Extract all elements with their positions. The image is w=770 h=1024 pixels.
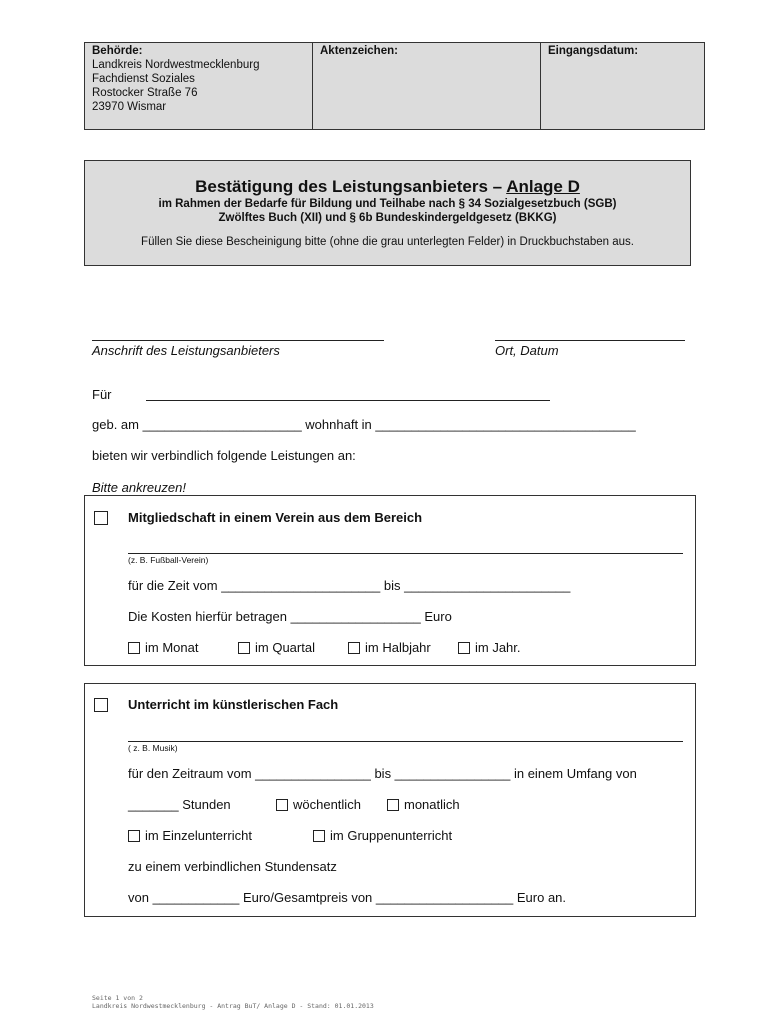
art-field-line[interactable] [128, 741, 683, 742]
club-field-line[interactable] [128, 553, 683, 554]
club-heading: Mitgliedschaft in einem Verein aus dem Bereich [128, 510, 423, 525]
file-ref-cell[interactable] [313, 43, 539, 129]
authority-line: Fachdienst Soziales [92, 73, 195, 85]
art-price[interactable]: von ____________ Euro/Gesamtpreis von ___________________ Euro an. [128, 890, 567, 905]
born-label: geb. am [92, 417, 139, 432]
authority-label: Behörde: [92, 45, 143, 57]
footer-source: Landkreis Nordwestmecklenburg - Antrag BuT/ Anlage D - Stand: 01.01.2013 [92, 1002, 374, 1010]
provider-address-label: Anschrift des Leistungsanbieters [92, 343, 280, 358]
option-label: im Halbjahr [365, 640, 431, 655]
club-example: (z. B. Fußball-Verein) [128, 555, 209, 565]
checkbox-icon[interactable] [313, 830, 325, 842]
interval-option-quarter[interactable] [238, 640, 315, 655]
interval-option-halfyear[interactable] [348, 640, 431, 655]
art-heading: Unterricht im künstlerischen Fach [128, 697, 339, 712]
frequency-option-weekly[interactable] [276, 797, 361, 812]
resident-field[interactable]: ____________________________________ [375, 417, 636, 432]
place-date-label: Ort, Datum [495, 343, 559, 358]
option-label: wöchentlich [293, 797, 361, 812]
for-label: Für [92, 387, 112, 402]
art-example: ( z. B. Musik) [128, 743, 178, 753]
club-checkbox[interactable] [94, 511, 108, 525]
offer-text: bieten wir verbindlich folgende Leistungen an: [92, 448, 356, 463]
instruction-text: Füllen Sie diese Bescheinigung bitte (ohne die grau unterlegten Felder) in Druckbuchstaben aus. [141, 236, 634, 248]
option-label: im Einzelunterricht [145, 828, 252, 843]
art-section [84, 683, 696, 917]
provider-address-line[interactable] [92, 340, 384, 341]
club-section [84, 495, 696, 666]
subtitle-line2: Zwölftes Buch (XII) und § 6b Bundeskindergeldgesetz (BKKG) [218, 212, 557, 224]
page-number: Seite 1 von 2 [92, 994, 143, 1002]
tick-hint: Bitte ankreuzen! [92, 480, 186, 495]
club-cost[interactable]: Die Kosten hierfür betragen __________________ Euro [128, 609, 452, 624]
option-label: im Jahr. [475, 640, 521, 655]
receipt-date-label: Eingangsdatum: [548, 45, 639, 57]
subtitle-line1: im Rahmen der Bedarfe für Bildung und Teilhabe nach § 34 Sozialgesetzbuch (SGB) [158, 198, 617, 210]
authority-cell [85, 43, 312, 129]
title-box [84, 160, 691, 266]
resident-label: wohnhaft in [305, 417, 372, 432]
checkbox-icon[interactable] [276, 799, 288, 811]
checkbox-icon[interactable] [458, 642, 470, 654]
header-table [84, 42, 705, 130]
authority-line: Landkreis Nordwestmecklenburg [92, 59, 260, 71]
title-main: Bestätigung des Leistungsanbieters – [195, 177, 507, 196]
art-rate: zu einem verbindlichen Stundensatz [128, 859, 337, 874]
file-ref-label: Aktenzeichen: [320, 45, 398, 57]
lesson-option-group[interactable] [313, 828, 452, 843]
option-label: im Quartal [255, 640, 315, 655]
birth-residence-row [92, 417, 636, 432]
page-footer [92, 994, 374, 1010]
club-period[interactable]: für die Zeit vom ______________________ bis _______________________ [128, 578, 571, 593]
checkbox-icon[interactable] [387, 799, 399, 811]
option-label: im Gruppenunterricht [330, 828, 453, 843]
form-title [85, 177, 690, 197]
frequency-option-monthly[interactable] [387, 797, 460, 812]
receipt-date-cell[interactable] [541, 43, 705, 129]
authority-line: 23970 Wismar [92, 101, 167, 113]
child-name-line[interactable] [146, 400, 550, 401]
checkbox-icon[interactable] [128, 642, 140, 654]
checkbox-icon[interactable] [128, 830, 140, 842]
interval-option-month[interactable] [128, 640, 198, 655]
born-field[interactable]: ______________________ [142, 417, 302, 432]
art-period[interactable]: für den Zeitraum vom ________________ bis ________________ in einem Umfang von [128, 766, 637, 781]
checkbox-icon[interactable] [238, 642, 250, 654]
option-label: monatlich [404, 797, 460, 812]
art-hours[interactable]: _______ Stunden [128, 797, 231, 812]
interval-option-year[interactable] [458, 640, 521, 655]
option-label: im Monat [145, 640, 199, 655]
art-checkbox[interactable] [94, 698, 108, 712]
checkbox-icon[interactable] [348, 642, 360, 654]
lesson-option-individual[interactable] [128, 828, 252, 843]
place-date-line[interactable] [495, 340, 685, 341]
title-annex: Anlage D [506, 177, 580, 196]
authority-line: Rostocker Straße 76 [92, 87, 198, 99]
